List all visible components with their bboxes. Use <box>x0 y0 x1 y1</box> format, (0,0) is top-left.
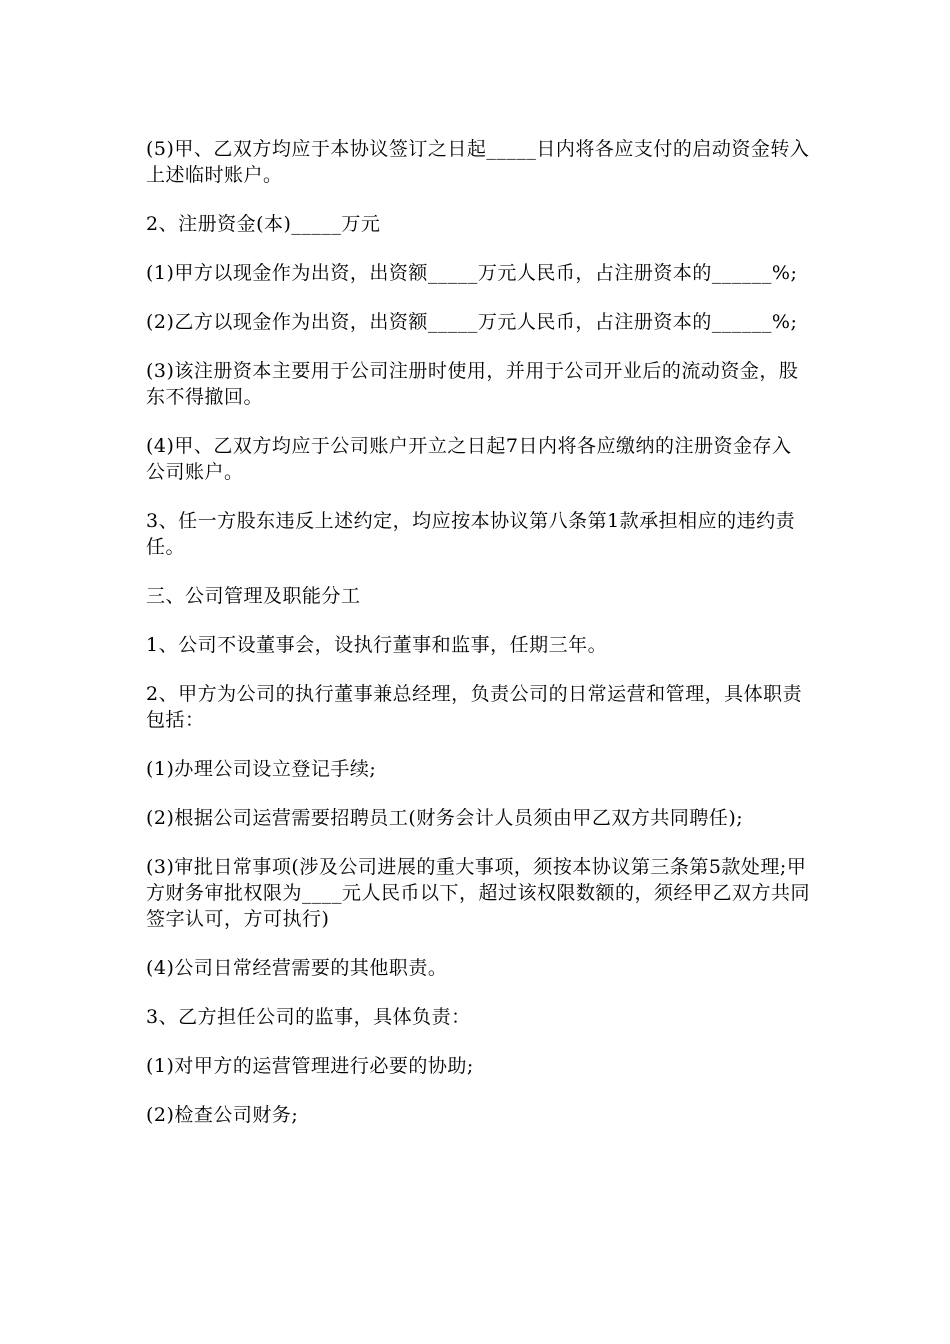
paragraph-startup-fund-transfer: (5)甲、乙双方均应于本协议签订之日起_____日内将各应支付的启动资金转入上述临时账户。 <box>146 138 810 186</box>
paragraph-capital-usage: (3)该注册资本主要用于公司注册时使用，并用于公司开业后的流动资金，股东不得撤回。 <box>146 360 799 408</box>
list-item-hiring: (2)根据公司运营需要招聘员工(财务会计人员须由甲乙双方共同聘任); <box>146 807 744 829</box>
section-heading-management: 三、公司管理及职能分工 <box>146 585 361 607</box>
document-body <box>146 136 810 1151</box>
list-item-approval: (3)审批日常事项(涉及公司进展的重大事项，须按本协议第三条第5款处理;甲方财务审批权限为____元人民币以下，超过该权限数额的，须经甲乙双方共同签字认可，方可执行) <box>146 856 811 930</box>
paragraph-capital-deposit: (4)甲、乙双方均应于公司账户开立之日起7日内将各应缴纳的注册资金存入公司账户。 <box>146 435 792 483</box>
paragraph-breach-liability: 3、任一方股东违反上述约定，均应按本协议第八条第1款承担相应的违约责任。 <box>146 510 796 558</box>
list-item-registration: (1)办理公司设立登记手续; <box>146 758 377 780</box>
paragraph-party-b-supervisor: 3、乙方担任公司的监事，具体负责： <box>146 1006 471 1028</box>
list-item-assist: (1)对甲方的运营管理进行必要的协助; <box>146 1055 474 1077</box>
paragraph-party-b-contribution: (2)乙方以现金作为出资，出资额_____万元人民币，占注册资本的______%; <box>146 311 798 333</box>
paragraph-no-board: 1、公司不设董事会，设执行董事和监事，任期三年。 <box>146 634 608 656</box>
paragraph-party-a-duties: 2、甲方为公司的执行董事兼总经理，负责公司的日常运营和管理，具体职责包括： <box>146 683 803 731</box>
paragraph-party-a-contribution: (1)甲方以现金作为出资，出资额_____万元人民币，占注册资本的______%; <box>146 262 798 284</box>
paragraph-registered-capital: 2、注册资金(本)_____万元 <box>146 213 381 235</box>
list-item-finance-check: (2)检查公司财务; <box>146 1104 299 1126</box>
list-item-other-duties: (4)公司日常经营需要的其他职责。 <box>146 957 448 979</box>
